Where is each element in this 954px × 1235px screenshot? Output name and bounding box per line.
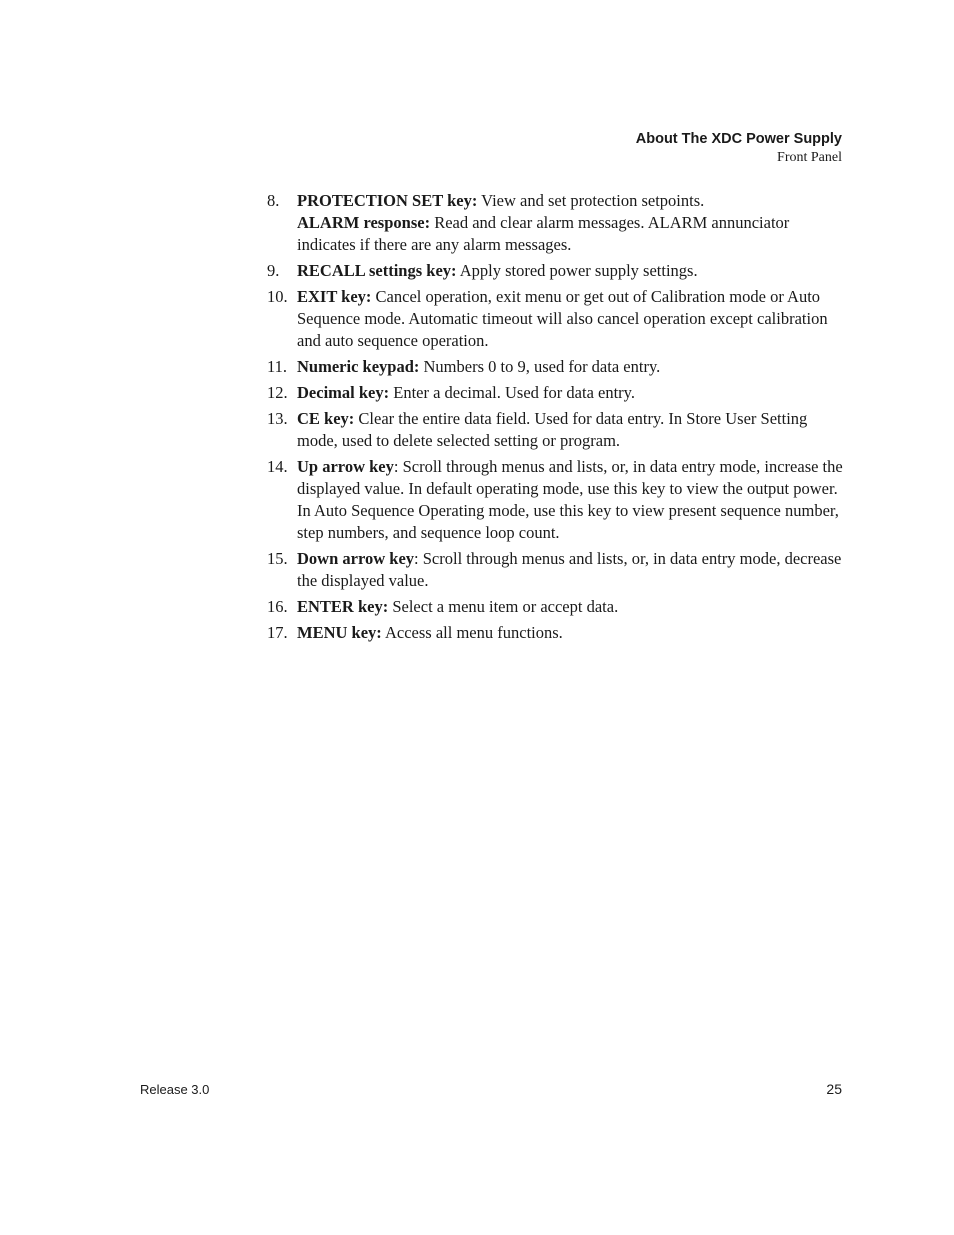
item-text: Select a menu item or accept data.	[388, 597, 619, 616]
item-term: Decimal key:	[297, 383, 390, 402]
item-text: Access all menu functions.	[381, 623, 563, 642]
item-number: 16.	[267, 597, 288, 616]
item-number: 9.	[267, 261, 280, 280]
item-text: Apply stored power supply settings.	[456, 261, 698, 280]
running-header	[636, 130, 842, 167]
item-number: 15.	[267, 549, 288, 568]
item-term: RECALL settings key:	[297, 261, 457, 280]
item-term: Down arrow key	[297, 549, 415, 568]
list-item-protection-set	[267, 190, 845, 256]
item-text: Numbers 0 to 9, used for data entry.	[419, 357, 661, 376]
item-term: CE key:	[297, 409, 355, 428]
item-number: 10.	[267, 287, 288, 306]
item-term-alarm: ALARM response:	[297, 213, 431, 232]
list-item-ce	[267, 408, 845, 452]
item-text: Cancel operation, exit menu or get out of Calibration mode or Auto Sequence mode. Automatic timeout will also cancel operation except calibration and auto sequence operation.	[297, 287, 828, 350]
item-text: : Scroll through menus and lists, or, in data entry mode, decrease the displayed value.	[297, 549, 842, 590]
item-term: Numeric keypad:	[297, 357, 420, 376]
section-title: Front Panel	[777, 150, 842, 165]
item-text-alarm: Read and clear alarm messages. ALARM annunciator indicates if there are any alarm messages.	[297, 213, 790, 254]
item-number: 13.	[267, 409, 288, 428]
item-number: 11.	[267, 357, 288, 376]
item-number: 17.	[267, 623, 288, 642]
item-number: 14.	[267, 457, 288, 476]
item-text: Clear the entire data field. Used for data entry. In Store User Setting mode, used to delete selected setting or program.	[297, 409, 808, 450]
item-number: 8.	[267, 191, 280, 210]
list-item-recall	[267, 260, 845, 282]
page-number: 25	[826, 1081, 842, 1097]
item-term: PROTECTION SET key:	[297, 191, 478, 210]
list-item-menu	[267, 622, 845, 644]
list-item-numeric-keypad	[267, 356, 845, 378]
list-item-down-arrow	[267, 548, 845, 592]
release-label: Release 3.0	[140, 1082, 210, 1097]
item-term: ENTER key:	[297, 597, 389, 616]
list-item-exit	[267, 286, 845, 352]
item-term: Up arrow key	[297, 457, 394, 476]
item-term: EXIT key:	[297, 287, 372, 306]
list-item-decimal	[267, 382, 845, 404]
list-item-enter	[267, 596, 845, 618]
item-text: : Scroll through menus and lists, or, in data entry mode, increase the displayed value. In default operating mode, use this key to view the output power. In Auto Sequence Operating mode, use this key to view present sequence number, step numbers, and sequence loop count.	[297, 457, 843, 542]
item-term: MENU key:	[297, 623, 382, 642]
item-text: View and set protection setpoints.	[477, 191, 705, 210]
item-number: 12.	[267, 383, 288, 402]
list-item-up-arrow	[267, 456, 845, 544]
chapter-title: About The XDC Power Supply	[635, 131, 842, 147]
key-description-list	[267, 190, 845, 648]
item-text: Enter a decimal. Used for data entry.	[389, 383, 635, 402]
